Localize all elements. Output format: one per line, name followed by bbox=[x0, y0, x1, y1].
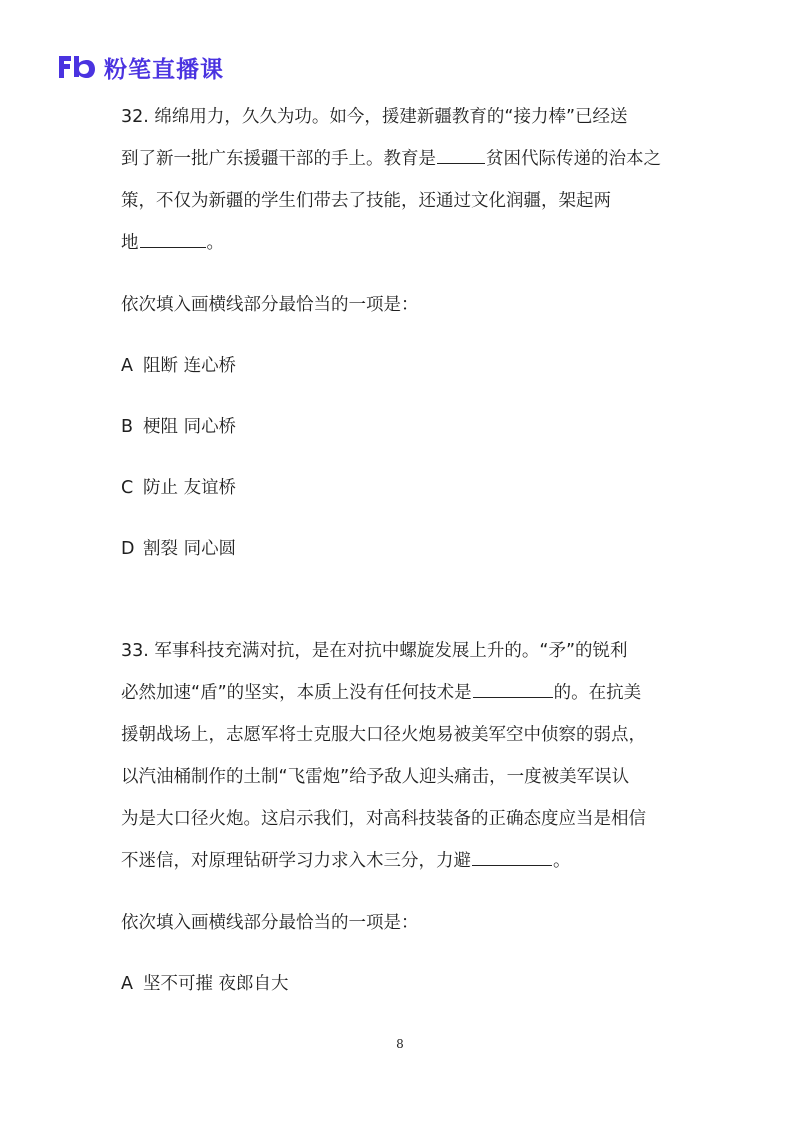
option-letter: A bbox=[121, 356, 133, 376]
question-text-line: 援朝战场上，志愿军将士克服大口径火炮易被美军空中侦察的弱点， bbox=[121, 725, 646, 745]
option-text: 阻断 连心桥 bbox=[143, 356, 237, 376]
option-d bbox=[121, 528, 681, 570]
option-c bbox=[121, 467, 681, 509]
question-32 bbox=[121, 96, 681, 570]
question-text-line bbox=[121, 672, 681, 714]
text-segment: 必然加速“盾”的坚实，本质上没有任何技术是 bbox=[121, 683, 472, 703]
question-instruction: 依次填入画横线部分最恰当的一项是： bbox=[121, 913, 419, 933]
text-segment: 不迷信，对原理钻研学习力求入木三分，力避 bbox=[121, 851, 471, 871]
option-text: 防止 友谊桥 bbox=[143, 478, 237, 498]
text-segment: 。 bbox=[553, 851, 571, 871]
option-letter: B bbox=[121, 417, 134, 437]
option-text: 坚不可摧 夜郎自大 bbox=[143, 974, 289, 994]
text-segment: 地 bbox=[121, 233, 139, 253]
document-body bbox=[121, 96, 681, 1005]
question-spacer bbox=[121, 570, 681, 630]
page-number: 8 bbox=[396, 1037, 404, 1051]
text-segment: 贫困代际传递的治本之 bbox=[486, 149, 661, 169]
fill-blank bbox=[437, 162, 485, 164]
question-text-line: 33. 军事科技充满对抗，是在对抗中螺旋发展上升的。“矛”的锐利 bbox=[121, 641, 628, 661]
fill-blank bbox=[473, 696, 553, 698]
question-text-line: 为是大口径火炮。这启示我们，对高科技装备的正确态度应当是相信 bbox=[121, 809, 646, 829]
text-segment: 。 bbox=[206, 233, 224, 253]
option-a bbox=[121, 345, 681, 387]
question-text-line bbox=[121, 138, 681, 180]
fb-logo-icon bbox=[56, 52, 98, 82]
text-segment: 的。在抗美 bbox=[553, 683, 642, 703]
question-text-line bbox=[121, 840, 681, 882]
text-segment: 到了新一批广东援疆干部的手上。教育是 bbox=[121, 149, 436, 169]
option-a bbox=[121, 963, 681, 1005]
option-b bbox=[121, 406, 681, 448]
question-text-line: 以汽油桶制作的土制“飞雷炮”给予敌人迎头痛击，一度被美军误认 bbox=[121, 767, 630, 787]
fill-blank bbox=[472, 864, 552, 866]
option-letter: A bbox=[121, 974, 133, 994]
page-header bbox=[56, 50, 224, 84]
option-text: 割裂 同心圆 bbox=[143, 539, 237, 559]
fill-blank bbox=[140, 246, 206, 248]
option-letter: D bbox=[121, 539, 135, 559]
question-text-line: 32. 绵绵用力，久久为功。如今，援建新疆教育的“接力棒”已经送 bbox=[121, 107, 628, 127]
option-text: 梗阻 同心桥 bbox=[143, 417, 237, 437]
question-text-line bbox=[121, 222, 681, 264]
question-instruction: 依次填入画横线部分最恰当的一项是： bbox=[121, 295, 419, 315]
question-text-line: 策，不仅为新疆的学生们带去了技能，还通过文化润疆，架起两 bbox=[121, 191, 611, 211]
option-letter: C bbox=[121, 478, 134, 498]
brand-name: 粉笔直播课 bbox=[104, 56, 224, 83]
question-33 bbox=[121, 630, 681, 1005]
